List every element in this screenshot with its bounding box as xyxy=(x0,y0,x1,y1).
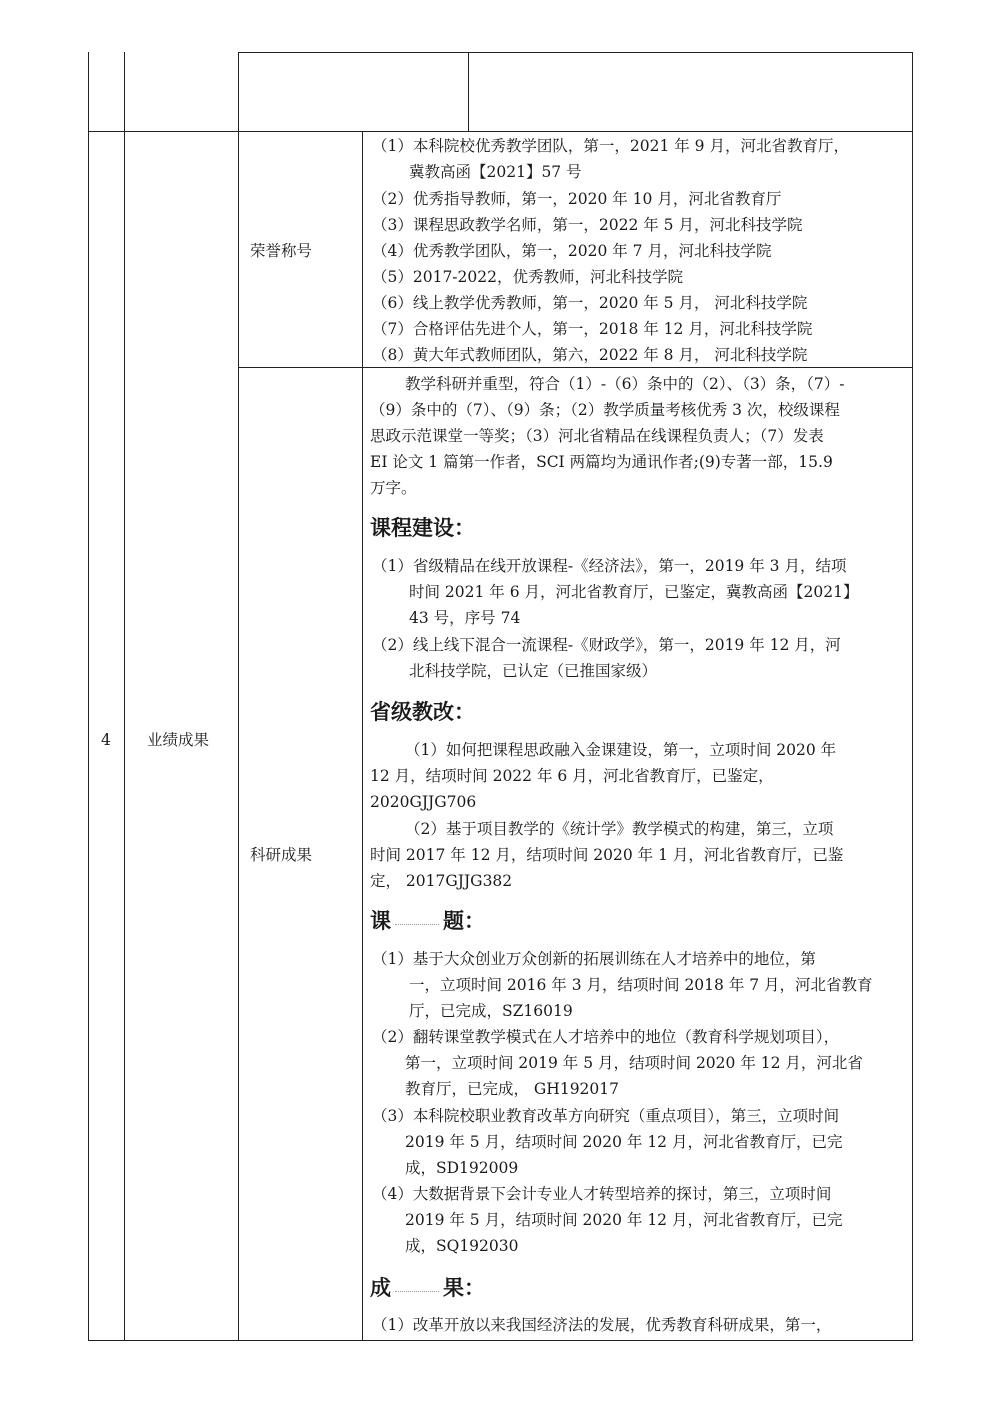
intro-line: 思政示范课堂一等奖；（3）河北省精品在线课程负责人；（7）发表 xyxy=(370,427,824,445)
table-left-border xyxy=(88,52,89,1341)
list-item: 成，SQ192030 xyxy=(405,1237,519,1255)
list-item: （7）合格评估先进个人，第一，2018 年 12 月，河北科技学院 xyxy=(372,320,813,338)
table-col3-line xyxy=(238,52,239,1341)
list-item: （3）本科院校职业教育改革方向研究（重点项目），第三，立项时间 xyxy=(372,1107,840,1125)
list-item: （1）基于大众创业万众创新的拓展训练在人才培养中的地位，第 xyxy=(372,950,816,968)
list-item: 北科技学院，已认定（已推国家级） xyxy=(409,662,658,680)
list-item: （2）基于项目教学的《统计学》教学模式的构建，第三，立项 xyxy=(405,820,834,838)
list-item: 2020GJJG706 xyxy=(370,793,477,811)
row-category: 业绩成果 xyxy=(147,731,210,749)
list-item: （5）2017-2022，优秀教师，河北科技学院 xyxy=(372,268,683,286)
list-item: （2）翻转课堂教学模式在人才培养中的地位（教育科学规划项目）， xyxy=(372,1028,840,1046)
table-col2-line xyxy=(124,52,125,1341)
topic-heading-part-a: 课 xyxy=(370,909,391,933)
list-item: （1）改革开放以来我国经济法的发展，优秀教育科研成果，第一， xyxy=(372,1316,832,1334)
list-item: （1）省级精品在线开放课程-《经济法》，第一，2019 年 3 月，结项 xyxy=(372,557,847,575)
list-item: （1）本科院校优秀教学团队，第一，2021 年 9 月，河北省教育厅， xyxy=(372,137,849,155)
table-col4-top-line xyxy=(468,52,469,131)
list-item: （1）如何把课程思政融入金课建设，第一，立项时间 2020 年 xyxy=(405,741,837,759)
intro-line: EI 论文 1 篇第一作者，SCI 两篇均为通讯作者;(9)专著一部，15.9 xyxy=(370,453,833,471)
reform-heading: 省级教改： xyxy=(370,700,475,724)
table-bottom-border xyxy=(88,1340,913,1341)
result-heading-part-a: 成 xyxy=(370,1276,391,1300)
intro-line: （9）条中的（7）、（9）条；（2）教学质量考核优秀 3 次，校级课程 xyxy=(370,401,840,419)
list-item: 冀教高函【2021】57 号 xyxy=(409,163,582,181)
table-col4-line xyxy=(362,131,363,1341)
list-item: （2）线上线下混合一流课程-《财政学》，第一，2019 年 12 月，河 xyxy=(372,636,841,654)
topic-heading-part-b: 题： xyxy=(443,909,485,933)
list-item: 2019 年 5 月，结项时间 2020 年 12 月，河北省教育厅，已完 xyxy=(405,1211,843,1229)
result-heading-part-b: 果： xyxy=(443,1276,485,1300)
result-heading xyxy=(370,1273,485,1303)
list-item: 时间 2021 年 6 月，河北省教育厅，已鉴定，冀教高函【2021】 xyxy=(409,583,859,601)
list-item: 定， 2017GJJG382 xyxy=(370,872,513,890)
list-item: 12 月，结项时间 2022 年 6 月，河北省教育厅，已鉴定， xyxy=(370,767,774,785)
list-item: 第一，立项时间 2019 年 5 月，结项时间 2020 年 12 月，河北省 xyxy=(405,1054,863,1072)
list-item: （6）线上教学优秀教师，第一，2020 年 5 月， 河北科技学院 xyxy=(372,294,808,312)
table-top-border xyxy=(238,52,913,53)
list-item: 成，SD192009 xyxy=(405,1159,519,1177)
research-label: 科研成果 xyxy=(250,846,313,864)
list-item: （8）黄大年式教师团队，第六，2022 年 8 月， 河北科技学院 xyxy=(372,346,808,364)
list-item: （3）课程思政教学名师，第一，2022 年 5 月，河北科技学院 xyxy=(372,216,803,234)
list-item: （2）优秀指导教师，第一，2020 年 10 月，河北省教育厅 xyxy=(372,190,782,208)
table-right-border xyxy=(912,52,913,1341)
list-item: 43 号，序号 74 xyxy=(409,609,521,627)
intro-line: 万字。 xyxy=(370,479,417,497)
list-item: 一，立项时间 2016 年 3 月，结项时间 2018 年 7 月，河北省教育 xyxy=(409,976,873,994)
list-item: 教育厅，已完成， GH192017 xyxy=(405,1080,619,1098)
list-item: 2019 年 5 月，结项时间 2020 年 12 月，河北省教育厅，已完 xyxy=(405,1133,843,1151)
table-row-divider xyxy=(88,131,913,132)
topic-heading xyxy=(370,906,485,936)
intro-line: 教学科研并重型，符合（1）-（6）条中的（2）、（3）条，（7）- xyxy=(405,375,845,393)
list-item: （4）优秀教学团队，第一，2020 年 7 月，河北科技学院 xyxy=(372,242,772,260)
course-heading: 课程建设： xyxy=(370,516,475,540)
honor-label: 荣誉称号 xyxy=(250,242,313,260)
row-number: 4 xyxy=(101,731,111,749)
list-item: （4）大数据背景下会计专业人才转型培养的探讨，第三，立项时间 xyxy=(372,1185,832,1203)
list-item: 厅，已完成，SZ16019 xyxy=(409,1002,573,1020)
list-item: 时间 2017 年 12 月，结项时间 2020 年 1 月，河北省教育厅，已鉴 xyxy=(370,846,844,864)
